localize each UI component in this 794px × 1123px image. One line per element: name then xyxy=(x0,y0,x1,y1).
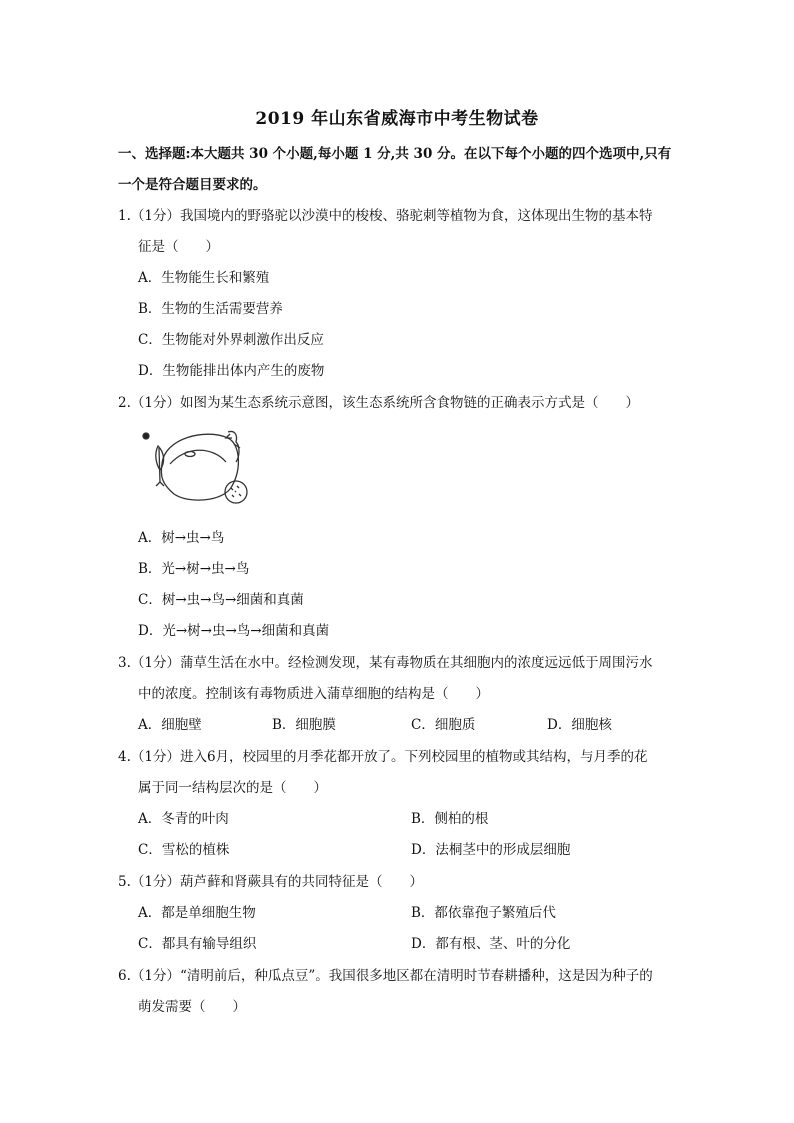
q4-option-d: D．法桐茎中的形成层细胞 xyxy=(411,842,571,858)
q2-option-d: D．光→树→虫→鸟→细菌和真菌 xyxy=(138,623,330,639)
q2-stem-line1: 2.（1分）如图为某生态系统示意图，该生态系统所含食物链的正确表示方式是（ ） xyxy=(118,395,639,411)
q1-stem-line2: 征是（ ） xyxy=(138,239,219,255)
q4-option-b: B．侧柏的根 xyxy=(411,811,489,827)
q5-option-d: D．都有根、茎、叶的分化 xyxy=(411,936,571,952)
q1-stem-line1: 1.（1分）我国境内的野骆驼以沙漠中的梭梭、骆驼刺等植物为食，这体现出生物的基本特 xyxy=(118,208,653,224)
q5-option-a: A．都是单细胞生物 xyxy=(138,905,256,921)
q2-option-b: B．光→树→虫→鸟 xyxy=(138,561,250,577)
q5-option-c: C．都具有输导组织 xyxy=(138,936,257,952)
q3-option-a: A．细胞壁 xyxy=(138,717,202,733)
q3-option-c: C．细胞质 xyxy=(411,717,476,733)
q2-option-c: C．树→虫→鸟→细菌和真菌 xyxy=(138,592,304,608)
q5-option-b: B．都依靠孢子繁殖后代 xyxy=(411,905,556,921)
q3-option-b: B．细胞膜 xyxy=(272,717,336,733)
q1-option-d: D．生物能排出体内产生的废物 xyxy=(138,363,325,379)
q5-stem-line1: 5.（1分）葫芦藓和肾蕨具有的共同特征是（ ） xyxy=(118,874,423,890)
q4-stem-line1: 4.（1分）进入6月，校园里的月季花都开放了。下列校园里的植物或其结构，与月季的花 xyxy=(118,749,648,765)
q1-option-c: C．生物能对外界刺激作出反应 xyxy=(138,332,324,348)
ecosystem-diagram xyxy=(136,424,264,508)
q3-stem-line2: 中的浓度。控制该有毒物质进入蒲草细胞的结构是（ ） xyxy=(138,686,489,702)
section-heading-line2: 一个是符合题目要求的。 xyxy=(118,177,267,193)
q3-stem-line1: 3.（1分）蒲草生活在水中。经检测发现，某有毒物质在其细胞内的浓度远远低于周围污水 xyxy=(118,655,653,671)
q3-option-d: D．细胞核 xyxy=(547,717,612,733)
q4-option-a: A．冬青的叶肉 xyxy=(138,811,229,827)
q4-option-c: C．雪松的植株 xyxy=(138,842,230,858)
section-heading-line1: 一、选择题:本大题共 30 个小题,每小题 1 分,共 30 分。在以下每个小题的四个选项中,只有 xyxy=(118,146,672,162)
page-title: 2019 年山东省威海市中考生物试卷 xyxy=(255,109,539,129)
q2-option-a: A．树→虫→鸟 xyxy=(138,530,225,546)
q6-stem-line1: 6.（1分）“清明前后，种瓜点豆”。我国很多地区都在清明时节春耕播种，这是因为种子的 xyxy=(118,968,653,984)
q4-stem-line2: 属于同一结构层次的是（ ） xyxy=(138,780,327,796)
q1-option-b: B．生物的生活需要营养 xyxy=(138,301,283,317)
q6-stem-line2: 萌发需要（ ） xyxy=(138,999,246,1015)
q1-option-a: A．生物能生长和繁殖 xyxy=(138,270,270,286)
